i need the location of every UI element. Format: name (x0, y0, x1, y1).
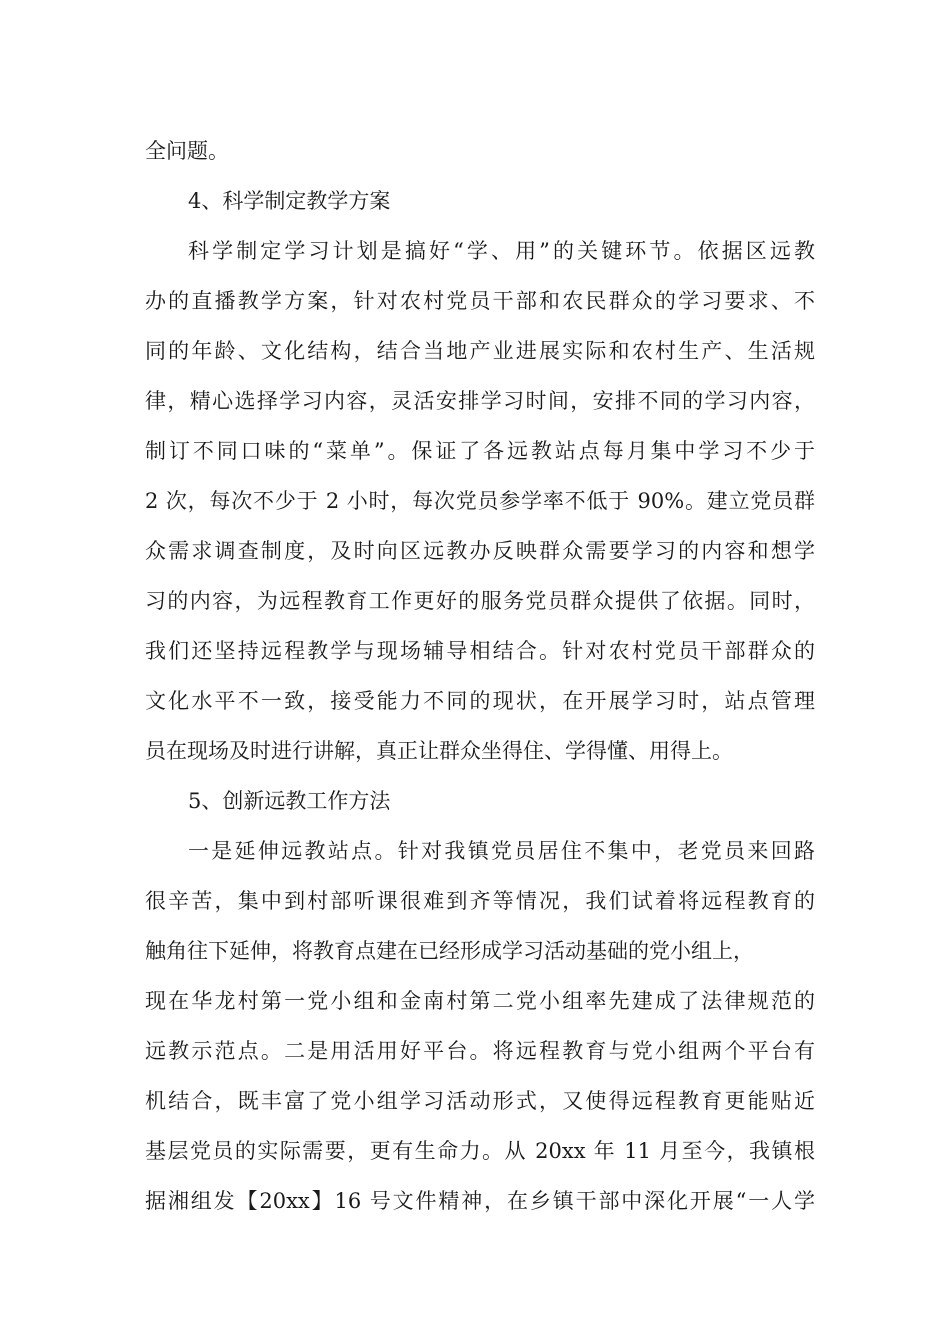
paragraph-line: 现在华龙村第一党小组和金南村第二党小组率先建成了法律规范的 (145, 989, 815, 1013)
paragraph-line: 文化水平不一致，接受能力不同的现状，在开展学习时，站点管理 (145, 689, 815, 713)
paragraph-line: 习的内容，为远程教育工作更好的服务党员群众提供了依据。同时， (145, 589, 815, 613)
section-heading: 5、创新远教工作方法 (188, 789, 391, 813)
paragraph-line: 机结合，既丰富了党小组学习活动形式，又使得远程教育更能贴近 (145, 1089, 815, 1113)
paragraph-line: 远教示范点。二是用活用好平台。将远程教育与党小组两个平台有 (145, 1039, 815, 1063)
paragraph-line: 基层党员的实际需要，更有生命力。从 20xx 年 11 月至今，我镇根 (145, 1139, 815, 1163)
paragraph-line: 同的年龄、文化结构，结合当地产业进展实际和农村生产、生活规 (145, 339, 815, 363)
paragraph-line: 据湘组发【20xx】16 号文件精神，在乡镇干部中深化开展“一人学 (145, 1189, 815, 1213)
paragraph-line: 众需求调查制度，及时向区远教办反映群众需要学习的内容和想学 (145, 539, 815, 563)
paragraph-line: 很辛苦，集中到村部听课很难到齐等情况，我们试着将远程教育的 (145, 889, 815, 913)
paragraph-line: 2 次，每次不少于 2 小时，每次党员参学率不低于 90%。建立党员群 (145, 489, 815, 513)
paragraph-line: 一是延伸远教站点。针对我镇党员居住不集中，老党员来回路 (188, 839, 815, 863)
paragraph-line: 律，精心选择学习内容，灵活安排学习时间，安排不同的学习内容， (145, 389, 815, 413)
paragraph-line: 全问题。 (145, 139, 229, 163)
paragraph-line: 科学制定学习计划是搞好“学、用”的关键环节。依据区远教 (188, 239, 815, 263)
paragraph-line: 办的直播教学方案，针对农村党员干部和农民群众的学习要求、不 (145, 289, 815, 313)
paragraph-line: 触角往下延伸，将教育点建在已经形成学习活动基础的党小组上， (145, 939, 754, 963)
paragraph-line: 制订不同口味的“菜单”。保证了各远教站点每月集中学习不少于 (145, 439, 815, 463)
paragraph-line: 我们还坚持远程教学与现场辅导相结合。针对农村党员干部群众的 (145, 639, 815, 663)
section-heading: 4、科学制定教学方案 (188, 189, 391, 213)
paragraph-line: 员在现场及时进行讲解，真正让群众坐得住、学得懂、用得上。 (145, 739, 733, 763)
